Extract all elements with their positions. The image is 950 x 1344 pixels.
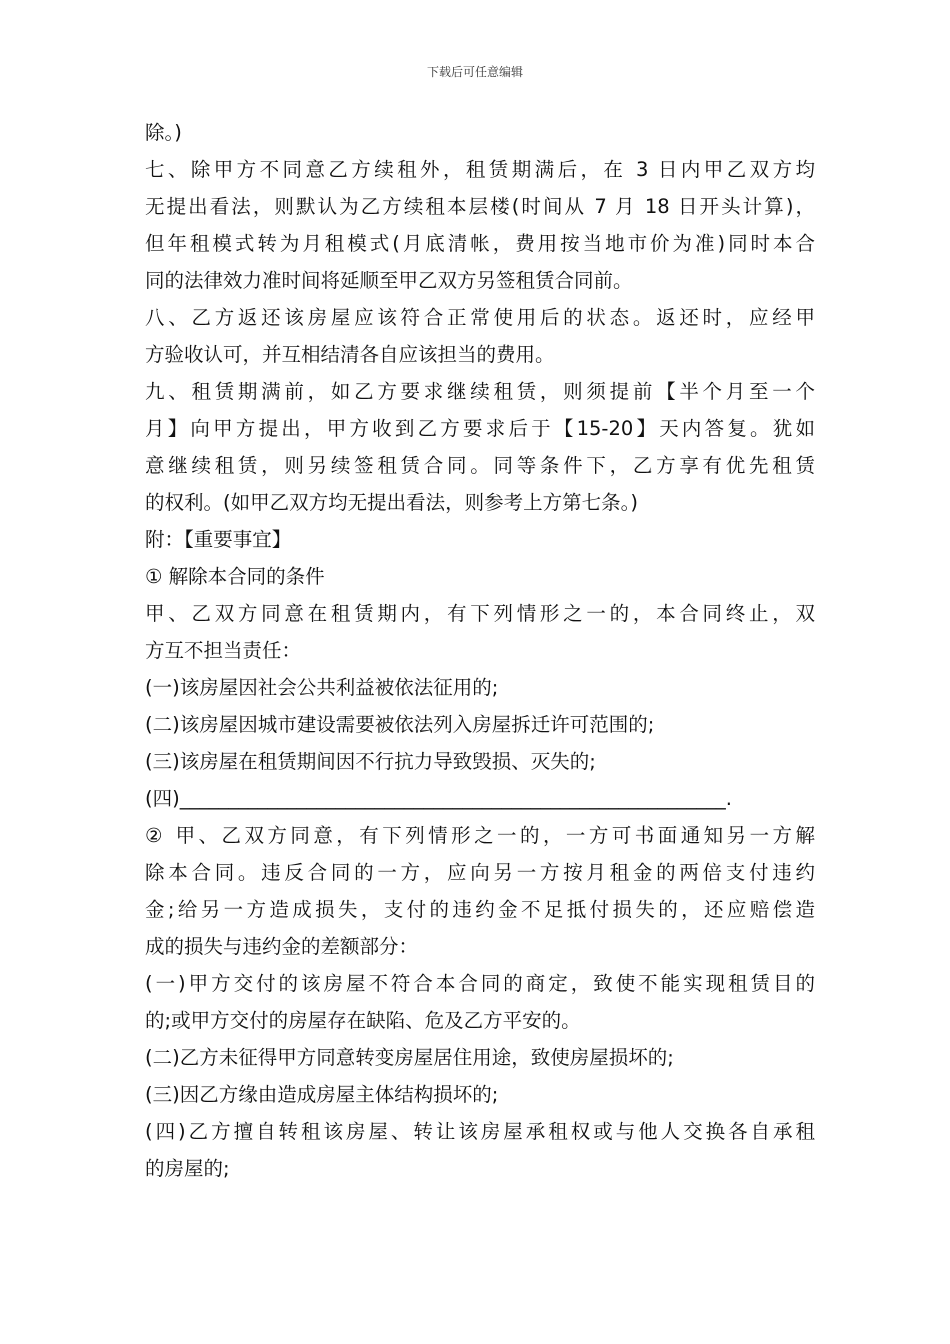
text-line: (三)该房屋在租赁期间因不行抗力导致毁损、灭失的; bbox=[145, 750, 596, 773]
text-line: ② 甲、乙双方同意，有下列情形之一的，一方可书面通知另一方解 bbox=[145, 824, 815, 847]
text-line: 的权利。(如甲乙双方均无提出看法，则参考上方第七条。) bbox=[145, 491, 638, 514]
text-line: 但年租模式转为月租模式(月底清帐，费用按当地市价为准)同时本合 bbox=[145, 232, 815, 255]
text-line: 甲、乙双方同意在租赁期内，有下列情形之一的，本合同终止，双 bbox=[145, 602, 815, 625]
text-line: (二)该房屋因城市建设需要被依法列入房屋拆迁许可范围的; bbox=[145, 713, 655, 736]
text-line: 成的损失与违约金的差额部分： bbox=[145, 935, 419, 958]
text-line: 的;或甲方交付的房屋存在缺陷、危及乙方平安的。 bbox=[145, 1009, 581, 1032]
text-line: 意继续租赁，则另续签租赁合同。同等条件下，乙方享有优先租赁 bbox=[145, 454, 815, 477]
text-line: (三)因乙方缘由造成房屋主体结构损坏的; bbox=[145, 1083, 499, 1106]
text-line: 方互不担当责任： bbox=[145, 639, 302, 662]
text-line: 附：【重要事宜】 bbox=[145, 528, 292, 551]
text-line: 的房屋的; bbox=[145, 1157, 230, 1180]
text-line: ① 解除本合同的条件 bbox=[145, 565, 325, 588]
text-line: 除本合同。违反合同的一方，应向另一方按月租金的两倍支付违约 bbox=[145, 861, 815, 884]
text-line: 八、乙方返还该房屋应该符合正常使用后的状态。返还时，应经甲 bbox=[145, 306, 815, 329]
page-header: 下载后可任意编辑 bbox=[426, 65, 523, 79]
text-line: 七、除甲方不同意乙方续租外，租赁期满后，在 3 日内甲乙双方均 bbox=[145, 158, 815, 181]
text-line: (一)甲方交付的该房屋不符合本合同的商定，致使不能实现租赁目的 bbox=[145, 972, 815, 995]
text-line: 方验收认可，并互相结清各自应该担当的费用。 bbox=[145, 343, 555, 366]
text-line: 金;给另一方造成损失，支付的违约金不足抵付损失的，还应赔偿造 bbox=[145, 898, 815, 921]
text-line: (四)________________________________________________________. bbox=[145, 787, 732, 810]
document-body bbox=[145, 114, 815, 1187]
text-line: (二)乙方未征得甲方同意转变房屋居住用途，致使房屋损坏的; bbox=[145, 1046, 674, 1069]
text-line: 除。) bbox=[145, 121, 182, 144]
text-line: 无提出看法，则默认为乙方续租本层楼(时间从 7 月 18 日开头计算)， bbox=[145, 195, 815, 218]
text-line: 同的法律效力准时间将延顺至甲乙双方另签租赁合同前。 bbox=[145, 269, 633, 292]
text-line: (一)该房屋因社会公共利益被依法征用的; bbox=[145, 676, 499, 699]
text-line: (四)乙方擅自转租该房屋、转让该房屋承租权或与他人交换各自承租 bbox=[145, 1120, 815, 1143]
text-line: 月】向甲方提出，甲方收到乙方要求后于【15-20】天内答复。犹如 bbox=[145, 417, 815, 440]
text-line: 九、租赁期满前，如乙方要求继续租赁，则须提前【半个月至一个 bbox=[145, 380, 815, 403]
